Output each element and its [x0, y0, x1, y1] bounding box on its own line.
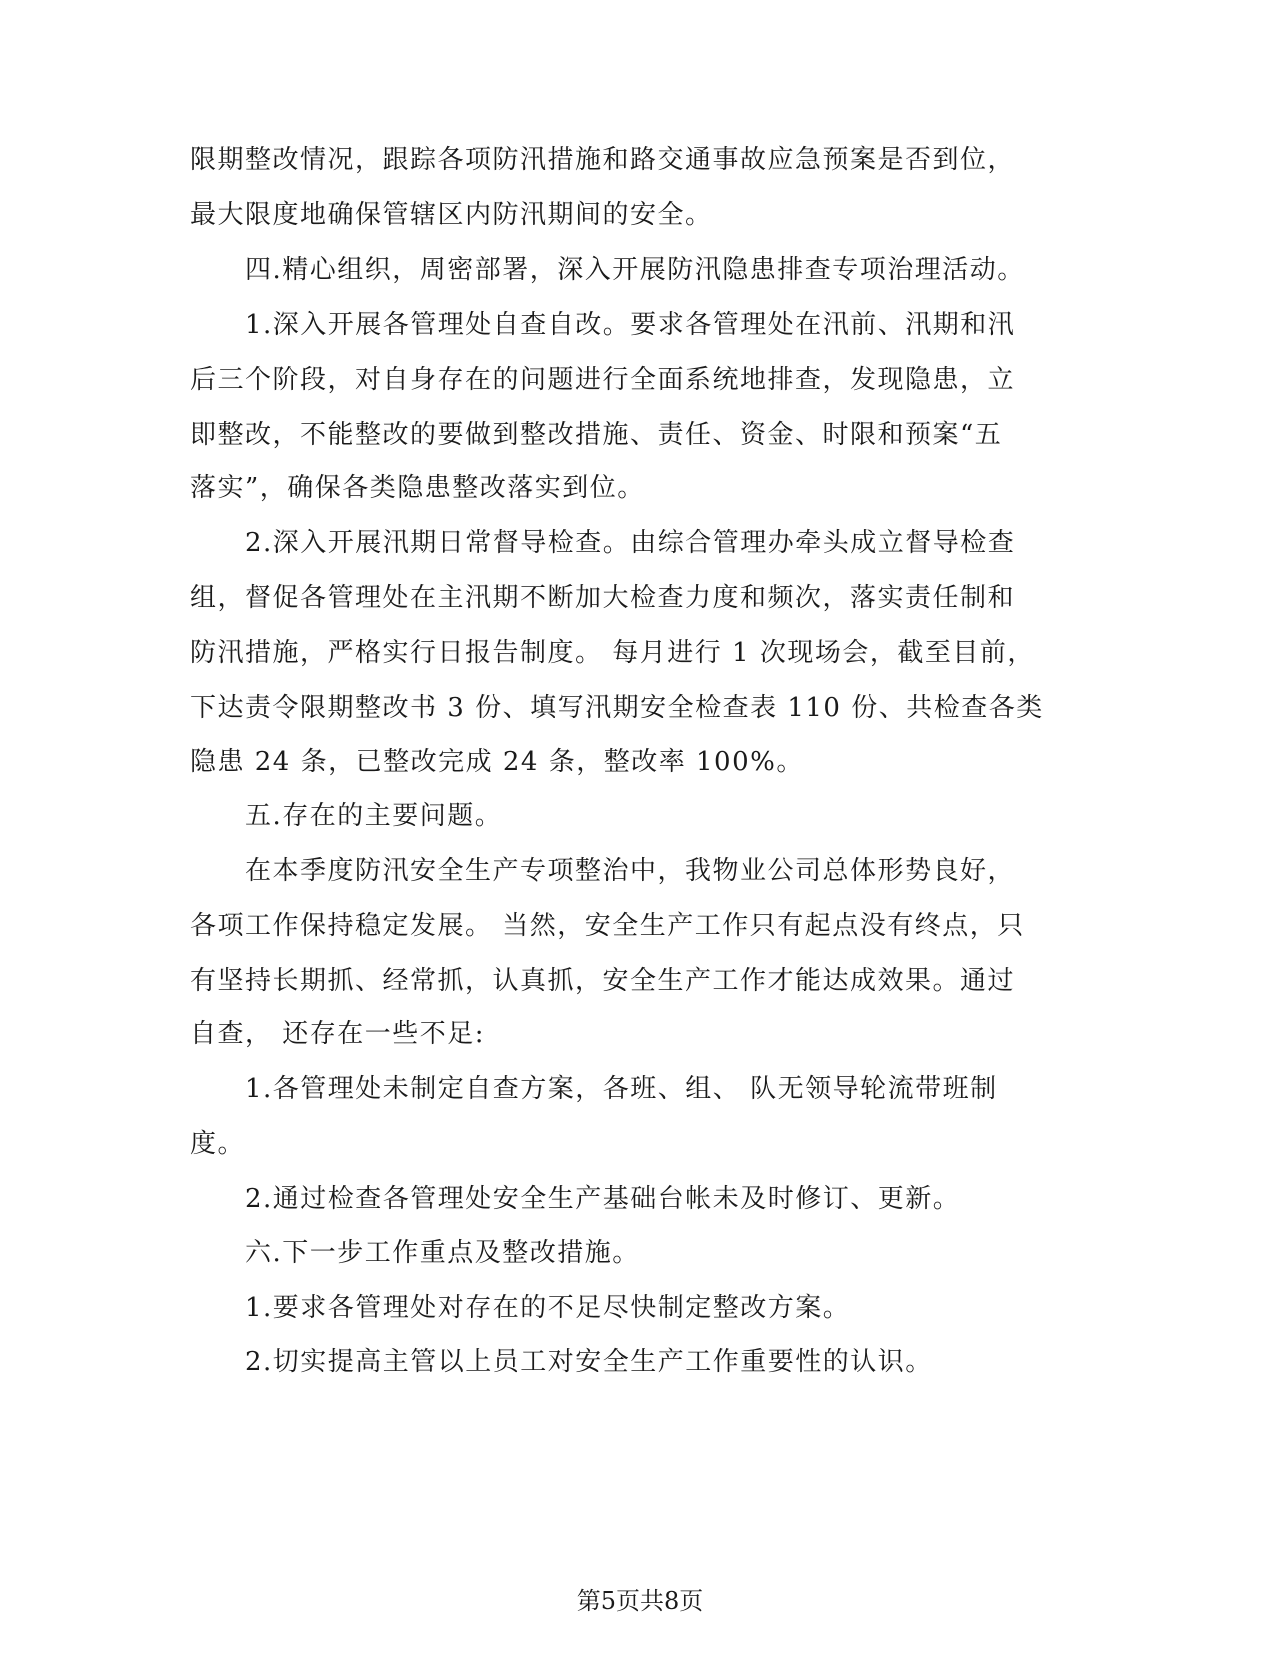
body-line: 组，督促各管理处在主汛期不断加大检查力度和频次，落实责任制和: [190, 583, 1016, 613]
body-line: 限期整改情况，跟踪各项防汛措施和路交通事故应急预案是否到位，: [190, 145, 1016, 175]
section-heading-4: 四.精心组织，周密部署，深入开展防汛隐患排查专项治理活动。: [245, 255, 1025, 285]
section-heading-6: 六.下一步工作重点及整改措施。: [245, 1238, 640, 1268]
body-line: 即整改，不能整改的要做到整改措施、责任、资金、时限和预案“五: [190, 420, 1003, 450]
body-line: 1.深入开展各管理处自查自改。要求各管理处在汛前、汛期和汛: [245, 310, 1016, 340]
section-heading-5: 五.存在的主要问题。: [245, 801, 503, 831]
body-line: 隐患 24 条，已整改完成 24 条，整改率 100%。: [190, 747, 804, 777]
body-line: 度。: [190, 1129, 246, 1159]
body-line: 2.切实提高主管以上员工对安全生产工作重要性的认识。: [245, 1347, 933, 1377]
body-line: 后三个阶段，对自身存在的问题进行全面系统地排查，发现隐患，立: [190, 365, 1016, 395]
body-line: 1.要求各管理处对存在的不足尽快制定整改方案。: [245, 1293, 851, 1323]
body-line: 落实”，确保各类隐患整改落实到位。: [190, 473, 645, 503]
body-line: 下达责令限期整改书 3 份、填写汛期安全检查表 110 份、共检查各类: [190, 693, 1044, 723]
body-line: 各项工作保持稳定发展。 当然，安全生产工作只有起点没有终点，只: [190, 911, 1025, 941]
body-line: 1.各管理处未制定自查方案，各班、组、 队无领导轮流带班制: [245, 1074, 998, 1104]
body-line: 2.深入开展汛期日常督导检查。由综合管理办牵头成立督导检查: [245, 528, 1016, 558]
body-line: 防汛措施，严格实行日报告制度。 每月进行 1 次现场会，截至目前，: [190, 638, 1035, 668]
body-line: 自查， 还存在一些不足:: [190, 1019, 486, 1049]
body-line: 在本季度防汛安全生产专项整治中，我物业公司总体形势良好，: [245, 856, 1016, 886]
body-line: 2.通过检查各管理处安全生产基础台帐未及时修订、更新。: [245, 1184, 961, 1214]
page-number-footer: 第5页共8页: [576, 1587, 704, 1615]
body-line: 最大限度地确保管辖区内防汛期间的安全。: [190, 200, 713, 230]
body-line: 有坚持长期抓、经常抓，认真抓，安全生产工作才能达成效果。通过: [190, 966, 1016, 996]
